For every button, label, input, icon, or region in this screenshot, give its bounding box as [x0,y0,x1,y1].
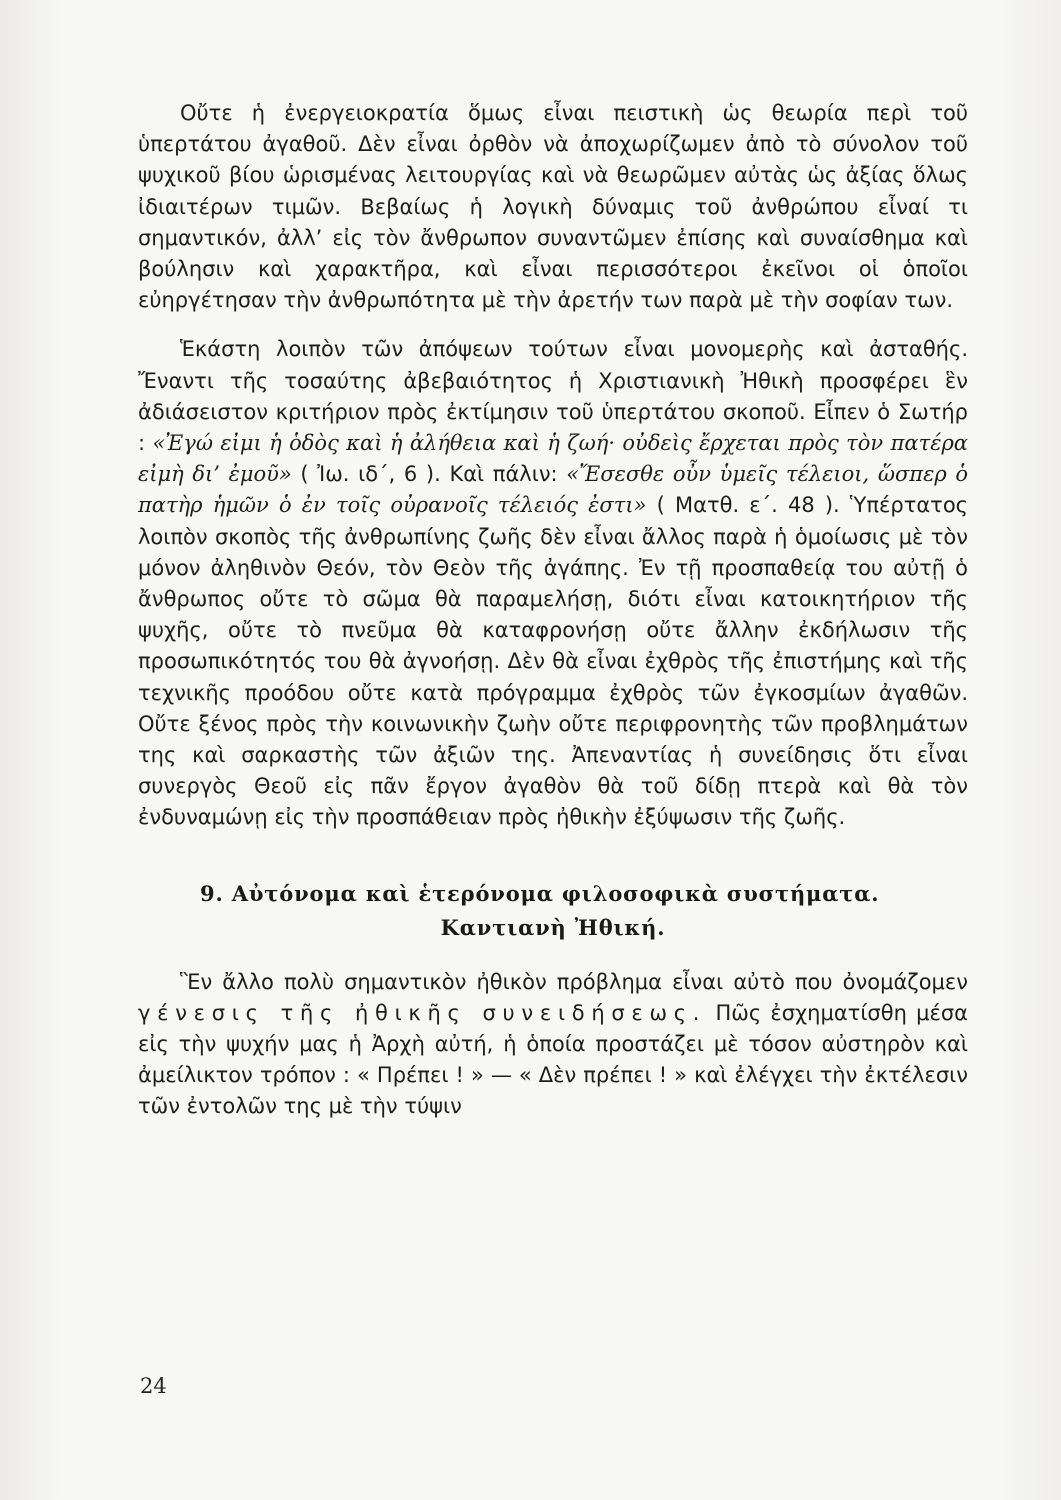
paragraph-2-text-c: Ὑπέρτατος λοιπὸν σκοπὸς τῆς ἀνθρωπίνης ζωῆς δὲν εἶναι ἄλλος παρὰ ἡ ὁμοίωσις μὲ τὸν μόνον ἀληθινὸν Θεόν, τὸν Θεὸν τῆς ἀγάπης. Ἐν τῇ προσπαθείᾳ του αὐτῇ ὁ ἄνθρωπος οὔτε τὸ σῶμα θὰ παραμελήσῃ, διότι εἶναι κατοικητήριον τῆς ψυχῆς, οὔτε τὸ πνεῦμα θὰ καταφρονήσῃ οὔτε ἄλλην ἐκδήλωσιν τῆς προσωπικότητός του θὰ ἀγνοήσῃ. Δὲν θὰ εἶναι ἐχθρὸς τῆς ἐπιστήμης καὶ τῆς τεχνικῆς προόδου οὔτε κατὰ πρόγραμμα ἐχθρὸς τῶν ἐγκοσμίων ἀγαθῶν. Οὔτε ξένος πρὸς τὴν κοινωνικὴν ζωὴν οὔτε περιφρονητὴς τῶν προβλημάτων της καὶ σαρκαστὴς τῶν ἀξιῶν της. Ἀπεναντίας ἡ συνείδησις ὅτι εἶναι συνεργὸς Θεοῦ εἰς πᾶν ἔργον ἀγαθὸν θὰ τοῦ δίδῃ πτερὰ καὶ θὰ τὸν ἐνδυναμώνῃ εἰς τὴν προσπάθειαν πρὸς ἠθικὴν ἐξύψωσιν τῆς ζωῆς. [138,493,968,830]
page-body [138,98,968,1123]
scripture-quote-john: «Ἐγώ εἰμι ἡ ὁδὸς καὶ ἡ ἀλήθεια καὶ ἡ ζωή· οὐδεὶς ἔρχεται πρὸς τὸν πατέρα εἰμὴ δι’ ἐμοῦ» [138,431,968,487]
paragraph-2 [138,334,968,833]
scripture-ref-john: ( Ἰω. ιδ΄, 6 ). [300,462,441,487]
paragraph-3 [138,967,968,1123]
paragraph-3-text-a: Ἓν ἄλλο πολὺ σημαντικὸν ἠθικὸν πρόβλημα εἶναι αὐτὸ που ὀνομάζομεν [180,969,968,994]
scripture-quote-matthew: «Ἔσεσθε οὖν ὑμεῖς τέλειοι, ὥσπερ ὁ πατὴρ ἡμῶν ὁ ἐν τοῖς οὐρανοῖς τέλειός ἐστι» [138,462,969,518]
emphasized-term: γένεσις τῆς ἠθικῆς συνειδήσεως. [138,1000,707,1025]
section-heading [138,877,968,945]
section-subtitle: Καντιανὴ Ἠθική. [440,914,666,940]
section-title: 9. Αὐτόνομα καὶ ἑτερόνομα φιλοσοφικὰ συστήματα. [200,880,880,906]
paragraph-3-text-b: Πῶς ἐσχηματίσθη μέσα εἰς τὴν ψυχήν μας ἡ Ἀρχὴ αὐτή, ἡ ὁποία προστάζει μὲ τόσον αὐστηρὸν καὶ ἀμείλικτον τρόπον : « Πρέπει ! » — « Δὲν πρέπει ! » καὶ ἐλέγχει τὴν ἐκτέλεσιν τῶν ἐντολῶν της μὲ τὴν τύψιν [138,1000,968,1119]
page-number: 24 [140,1374,167,1398]
paragraph-2-text-a: Ἑκάστη λοιπὸν τῶν ἀπόψεων τούτων εἶναι μονομερὴς καὶ ἀσταθής. Ἔναντι τῆς τοσαύτης ἀβεβαιότητος ἡ Χριστιανικὴ Ἠθικὴ προσφέρει ἓν ἀδιάσειστον κριτήριον πρὸς ἐκτίμησιν τοῦ ὑπερτάτου σκοποῦ. Εἶπεν ὁ Σωτήρ : [138,337,968,456]
scripture-ref-matthew: ( Ματθ. ε΄. 48 ). [656,493,840,518]
paragraph-1: Οὔτε ἡ ἐνεργειοκρατία ὅμως εἶναι πειστικὴ ὡς θεωρία περὶ τοῦ ὑπερτάτου ἀγαθοῦ. Δὲν εἶναι ὀρθὸν νὰ ἀποχωρίζωμεν ἀπὸ τὸ σύνολον τοῦ ψυχικοῦ βίου ὡρισμένας λειτουργίας καὶ νὰ θεωρῶμεν αὐτὰς ὡς ἀξίας ὅλως ἰδιαιτέρων τιμῶν. Βεβαίως ἡ λογικὴ δύναμις τοῦ ἀνθρώπου εἶναί τι σημαντικόν, ἀλλ’ εἰς τὸν ἄνθρωπον συναντῶμεν ἐπίσης καὶ συναίσθημα καὶ βούλησιν καὶ χαρακτῆρα, καὶ εἶναι περισσότεροι ἐκεῖνοι οἱ ὁποῖοι εὐηργέτησαν τὴν ἀνθρωπότητα μὲ τὴν ἀρετήν των παρὰ μὲ τὴν σοφίαν των. [138,101,968,313]
paragraph-2-text-b: Καὶ πάλιν: [449,462,558,487]
